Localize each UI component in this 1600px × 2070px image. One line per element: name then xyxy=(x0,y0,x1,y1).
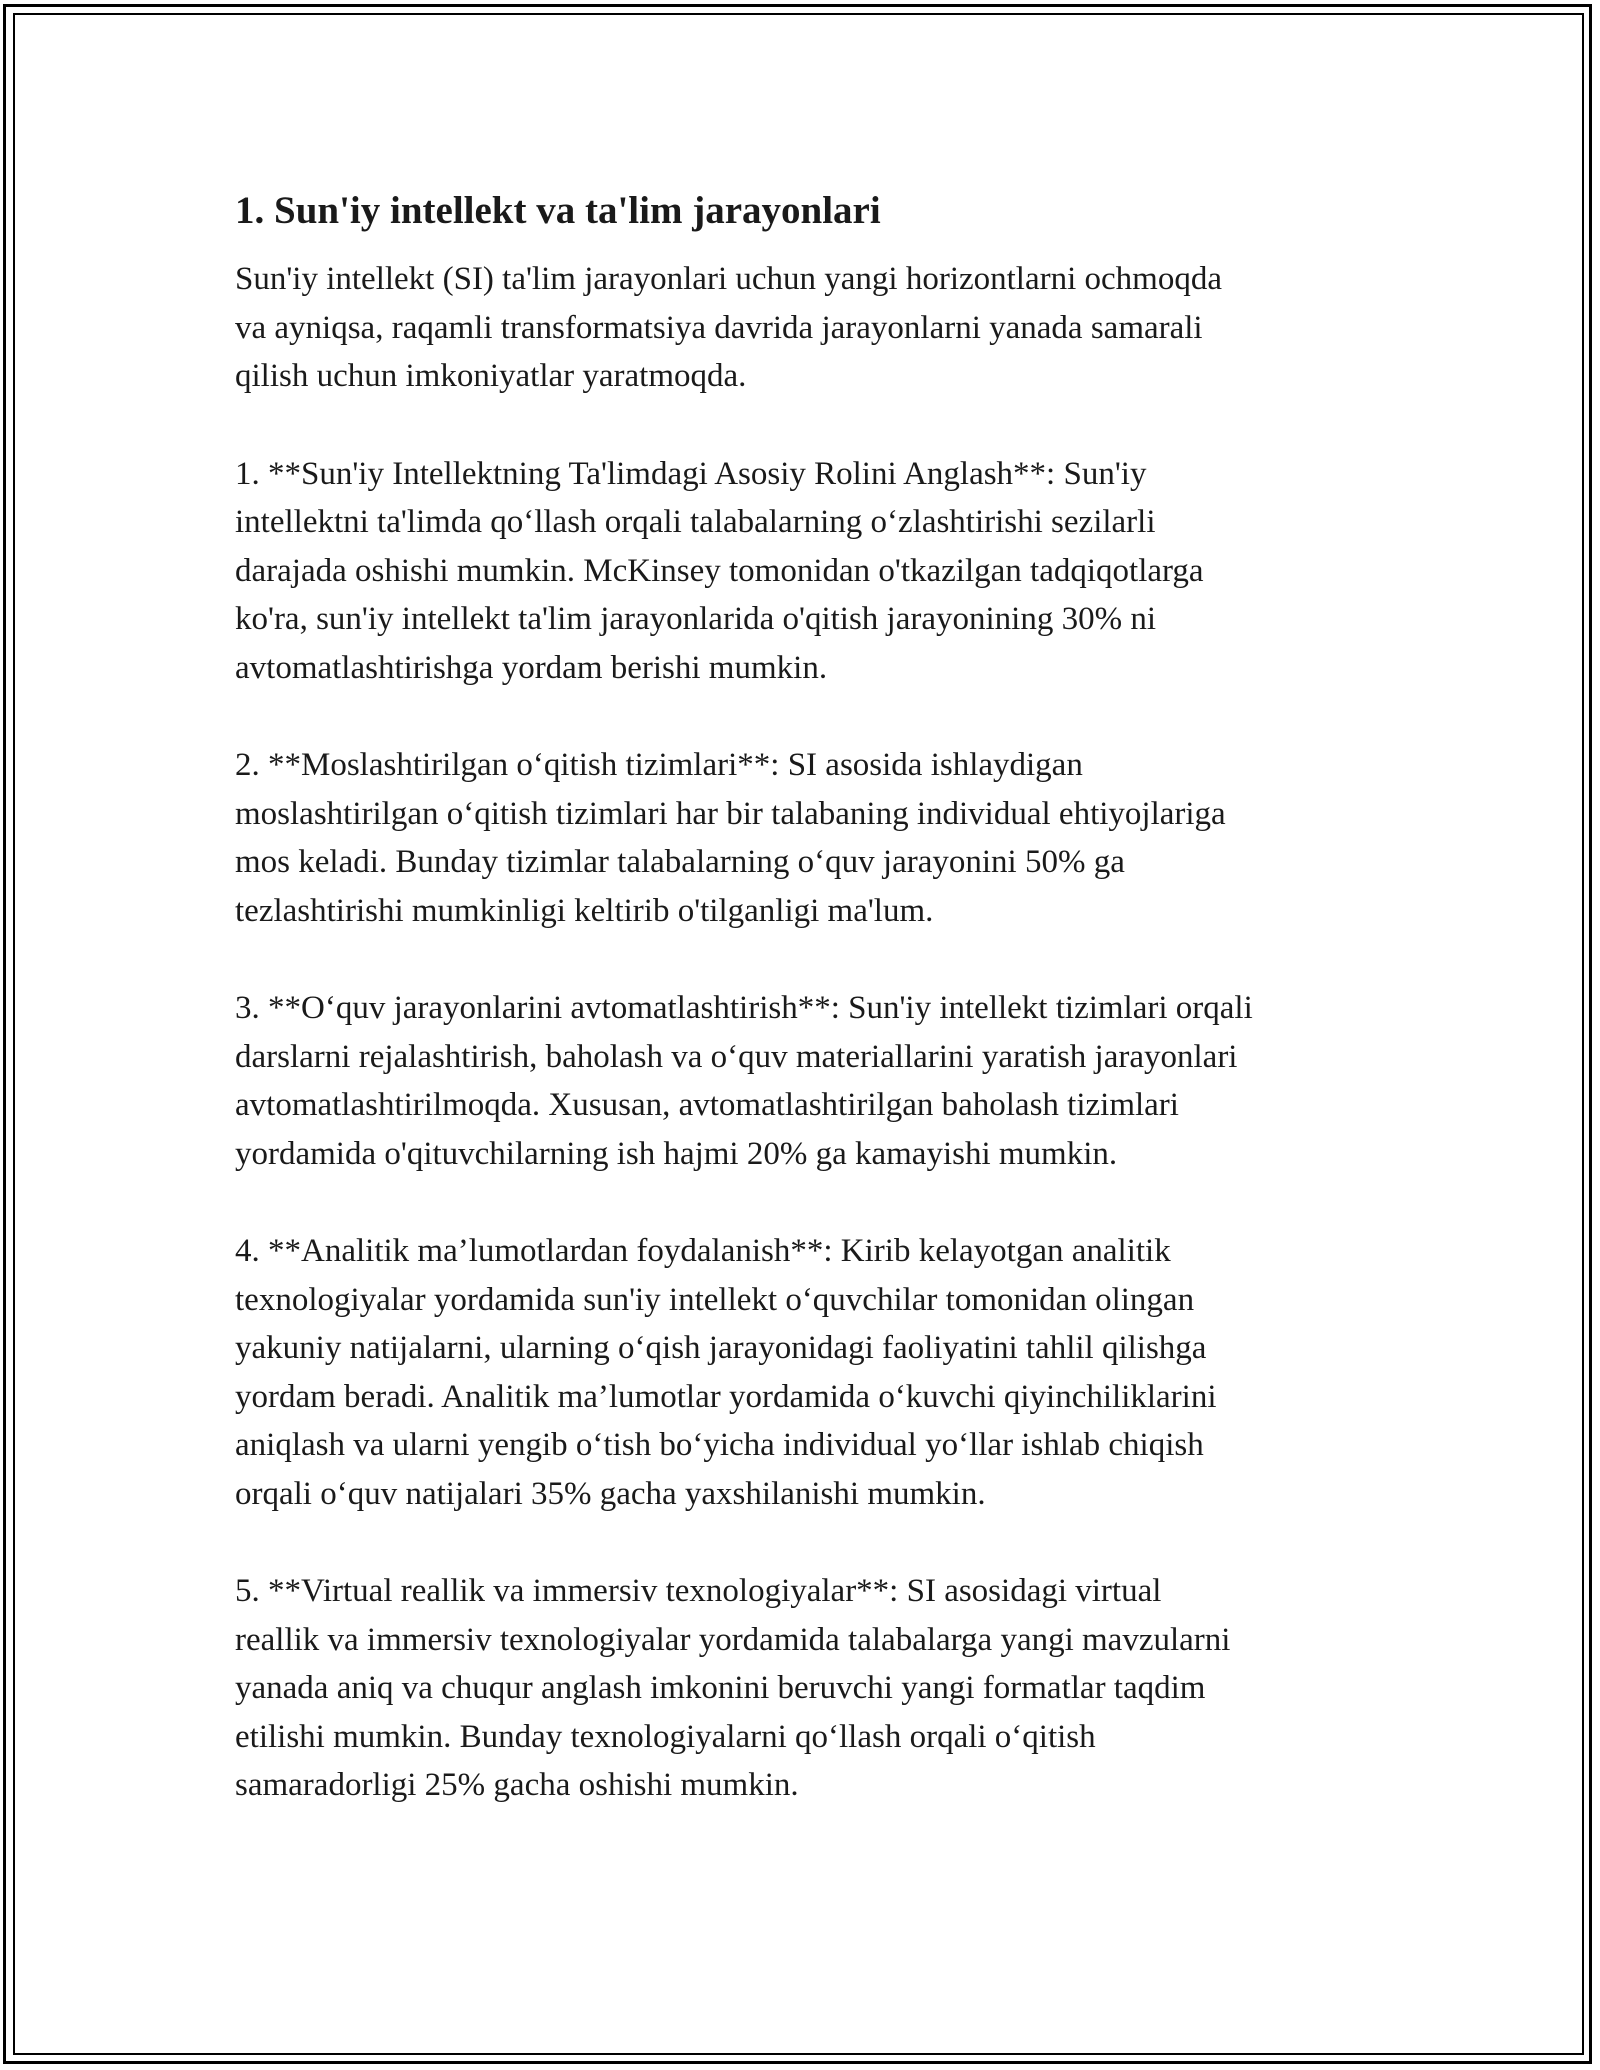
document-body xyxy=(235,185,1385,1859)
paragraph-item-5: 5. **Virtual reallik va immersiv texnologiyalar**: SI asosidagi virtual reallik va immersiv texnologiyalar yordamida talabalarga yangi mavzularni yanada aniq va chuqur anglash imkonini beruvchi yangi formatlar taqdim etilishi mumkin. Bunday texnologiyalarni qo‘llash orqali o‘qitish samaradorligi 25% gacha oshishi mumkin. xyxy=(235,1573,1231,1803)
document-title: 1. Sun'iy intellekt va ta'lim jarayonlari xyxy=(235,189,881,232)
paragraph-item-1: 1. **Sun'iy Intellektning Ta'limdagi Asosiy Rolini Anglash**: Sun'iy intellektni ta'limda qo‘llash orqali talabalarning o‘zlashtirishi sezilarli darajada oshishi mumkin. McKinsey tomonidan o'tkazilgan tadqiqotlarga ko'ra, sun'iy intellekt ta'lim jarayonlarida o'qitish jarayonining 30% ni avtomatlashtirishga yordam berishi mumkin. xyxy=(235,455,1204,686)
paragraph-item-3: 3. **O‘quv jarayonlarini avtomatlashtirish**: Sun'iy intellekt tizimlari orqali darslarni rejalashtirish, baholash va o‘quv materiallarini yaratish jarayonlari avtomatlashtirilmoqda. Xususan, avtomatlashtirilgan baholash tizimlari yordamida o'qituvchilarning ish hajmi 20% ga kamayishi mumkin. xyxy=(235,990,1253,1172)
paragraph-item-2: 2. **Moslashtirilgan o‘qitish tizimlari**: SI asosida ishlaydigan moslashtirilgan o‘qitish tizimlari har bir talabaning individual ehtiyojlariga mos keladi. Bunday tizimlar talabalarning o‘quv jarayonini 50% ga tezlashtirishi mumkinligi keltirib o'tilganligi ma'lum. xyxy=(235,747,1226,929)
intro-paragraph: Sun'iy intellekt (SI) ta'lim jarayonlari uchun yangi horizontlarni ochmoqda va ayniqsa, raqamli transformatsiya davrida jarayonlarni yanada samarali qilish uchun imkoniyatlar yaratmoqda. xyxy=(235,261,1222,394)
paragraph-item-4: 4. **Analitik ma’lumotlardan foydalanish**: Kirib kelayotgan analitik texnologiyalar yordamida sun'iy intellekt o‘quvchilar tomonidan olingan yakuniy natijalarni, ularning o‘qish jarayonidagi faoliyatini tahlil qilishga yordam beradi. Analitik ma’lumotlar yordamida o‘kuvchi qiyinchiliklarini aniqlash va ularni yengib o‘tish bo‘yicha individual yo‘llar ishlab chiqish orqali o‘quv natijalari 35% gacha yaxshilanishi mumkin. xyxy=(235,1233,1217,1512)
